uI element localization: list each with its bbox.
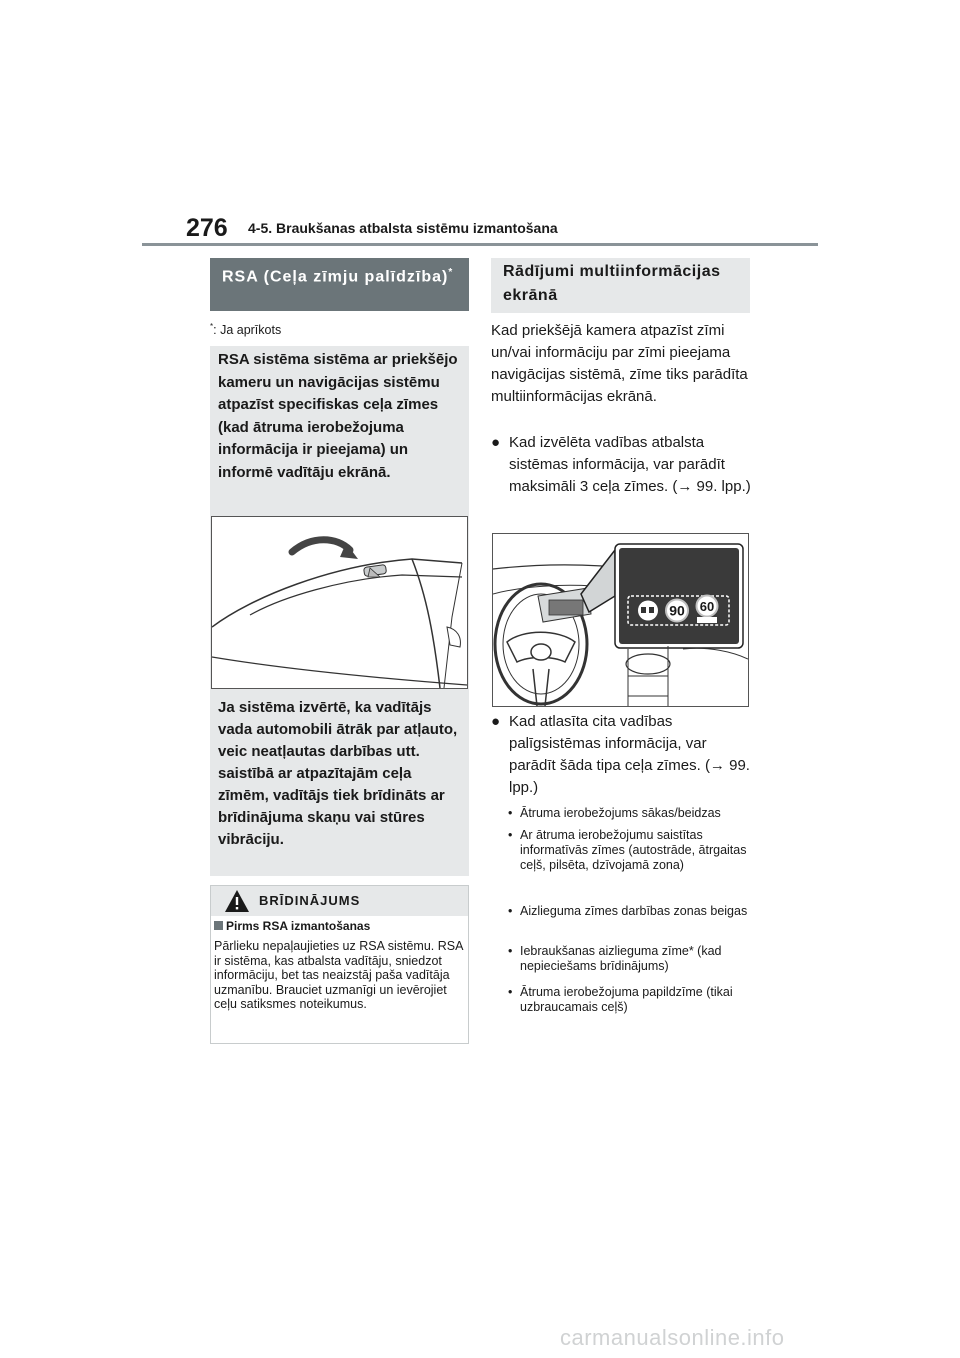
warning-text: Ja sistēma izvērtē, ka vadītājs vada automobili ātrāk par atļauto, veic neatļautas darbības utt. saistībā ar atpazītajām ceļa zīmēm, vadītājs tiek brīdināts ar brīdinājuma skaņu vai stūres vibrāciju. xyxy=(218,699,458,848)
sub-list-text: Ātruma ierobežojums sākas/beidzas xyxy=(520,806,721,820)
speed-sign-60: 60 xyxy=(699,599,715,614)
sub-list-text: Ātruma ierobežojuma papildzīme (tikai uzbraucamais ceļš) xyxy=(520,985,733,1014)
sub-list-text: Iebraukšanas aizlieguma zīme* (kad nepieciešams brīdinājums) xyxy=(520,944,722,973)
footnote-mark: * xyxy=(210,322,214,331)
section-title: 4-5. Braukšanas atbalsta sistēmu izmantošana xyxy=(248,220,558,236)
square-bullet-icon xyxy=(214,921,223,930)
caution-subtitle-text: Pirms RSA izmantošanas xyxy=(226,919,371,933)
rsa-heading-mark: * xyxy=(448,267,454,278)
sub-list-text: Aizlieguma zīmes darbības zonas beigas xyxy=(520,904,748,918)
intro-text: RSA sistēma sistēma ar priekšējo kameru un navigācijas sistēmu atpazīst specifiskas ceļa zīmes (kad ātruma ierobežojuma informācija ir pieejama) un informē vadītāju ekrānā. xyxy=(218,351,458,481)
rsa-heading-text: RSA (Ceļa zīmju palīdzība) xyxy=(222,268,449,286)
bullet-dot-icon: ● xyxy=(491,434,501,451)
display-text: Kad priekšējā kamera atpazīst zīmi un/vai informāciju par zīmi pieejama navigācijas sistēmā, zīme tiks parādīta multiinformācijas ekrānā. xyxy=(491,322,748,405)
caution-title: BRĪDINĀJUMS xyxy=(259,893,361,908)
small-bullet-icon: • xyxy=(508,806,513,820)
small-bullet-icon: • xyxy=(508,944,513,958)
caution-body: Pārlieku nepaļaujieties uz RSA sistēmu. RSA ir sistēma, kas atbalsta vadītāju, sniedzot informāciju, bet tas neaizstāj paša vadītāja uzmanību. Brauciet uzmanīgi un ievērojiet ceļu satiksmes noteikumus. xyxy=(214,939,463,1011)
dashboard-figure xyxy=(492,533,749,707)
sub-list-text: Ar ātruma ierobežojumu saistītas informatīvās zīmes (autostrāde, ātrgaitas ceļš, pilsēta, dzīvojamā zona) xyxy=(520,828,747,872)
small-bullet-icon: • xyxy=(508,904,513,918)
warning-triangle-icon xyxy=(224,889,250,913)
caution-subtitle xyxy=(214,919,370,933)
bullet-text: Kad izvēlēta vadības atbalsta sistēmas informācija, var parādīt maksimāli 3 ceļa zīmes. (→ 99. lpp.) xyxy=(509,434,751,495)
windshield-camera-figure xyxy=(211,516,468,689)
page-number: 276 xyxy=(186,214,228,242)
windshield-camera-drawing xyxy=(212,517,467,688)
footnote-text: : Ja aprīkots xyxy=(213,323,282,338)
small-bullet-icon: • xyxy=(508,828,513,842)
small-bullet-icon: • xyxy=(508,985,513,999)
speed-sign-90: 90 xyxy=(669,602,685,619)
footnote xyxy=(210,322,281,337)
bullet-text: Kad atlasīta cita vadības palīgsistēmas informācija, var parādīt šāda tipa ceļa zīmes. (→ 99. lpp.) xyxy=(509,713,750,796)
display-heading: Rādījumi multiinformācijas ekrānā xyxy=(491,258,750,313)
rsa-heading xyxy=(210,258,469,311)
watermark: carmanualsonline.info xyxy=(560,1325,785,1350)
bullet-dot-icon: ● xyxy=(491,713,501,730)
header-rule xyxy=(142,243,818,246)
dashboard-drawing xyxy=(493,534,748,706)
